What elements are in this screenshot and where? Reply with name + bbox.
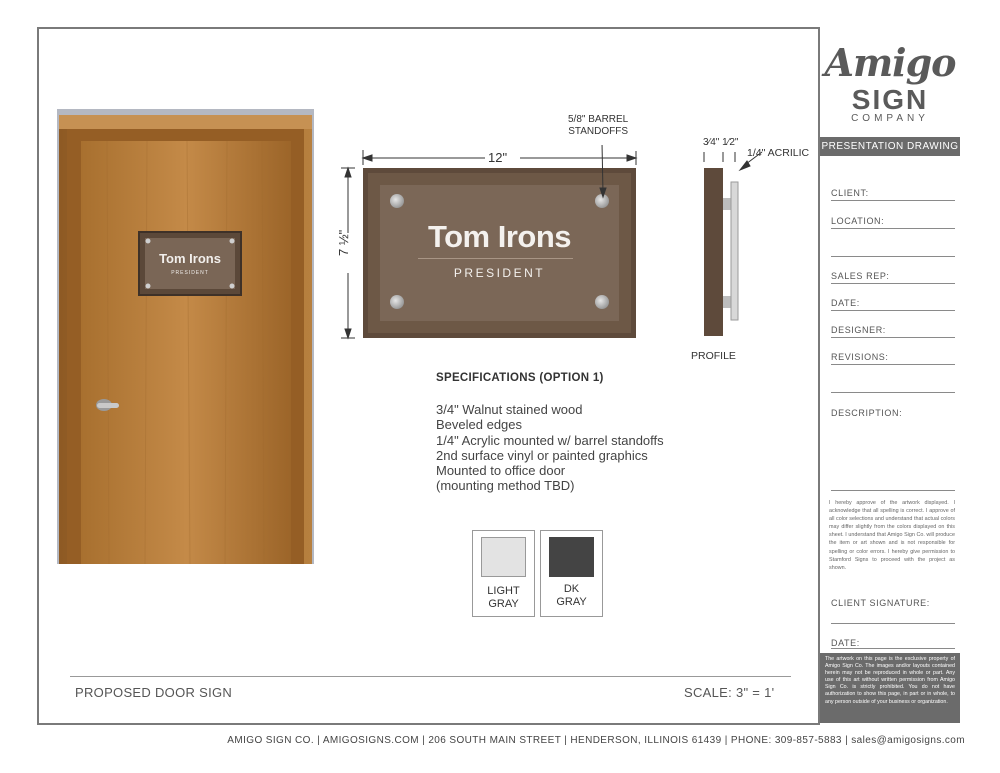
- signature-date-label: DATE:: [831, 638, 860, 648]
- spec-item: 3/4" Walnut stained wood: [436, 402, 583, 417]
- field-revisions-label: REVISIONS:: [831, 352, 889, 362]
- swatch-label: LIGHT GRAY: [487, 585, 520, 610]
- door-sign-title: PRESIDENT: [171, 270, 209, 276]
- client-signature-line[interactable]: [831, 623, 955, 624]
- swatch-light-gray[interactable]: [472, 530, 535, 617]
- profile-label: PROFILE: [691, 350, 736, 362]
- drawing-scale: SCALE: 3" = 1': [684, 685, 775, 700]
- field-revisions-line[interactable]: [831, 364, 955, 365]
- sign-name-text: Tom Irons: [427, 219, 572, 254]
- swatch-color: [481, 537, 526, 577]
- width-dimension: 12": [488, 150, 508, 165]
- spec-item: 1/4" Acrylic mounted w/ barrel standoffs: [436, 432, 664, 448]
- sign-profile: [690, 140, 810, 350]
- door-illustration: [57, 109, 314, 564]
- company-contact-line: AMIGO SIGN CO. | AMIGOSIGNS.COM | 206 SOUTH MAIN STREET | HENDERSON, ILLINOIS 61439 | PHONE: 309-857-5883 | sales@amigosigns.com: [227, 735, 965, 746]
- field-location-label: LOCATION:: [831, 216, 885, 226]
- swatch-color: [549, 537, 594, 577]
- field-sales-rep-label: SALES REP:: [831, 271, 890, 281]
- swatch-dark-gray[interactable]: [540, 530, 603, 617]
- profile-thickness-labels: 3⁄4" 1⁄2": [703, 137, 739, 148]
- title-block: [818, 27, 962, 725]
- logo-company: COMPANY: [851, 113, 929, 124]
- spec-item: Beveled edges: [436, 417, 523, 433]
- door-photo: [57, 109, 314, 564]
- presentation-drawing-bar: PRESENTATION DRAWING: [820, 137, 960, 156]
- client-signature-label: CLIENT SIGNATURE:: [831, 598, 930, 608]
- sign-title-text: PRESIDENT: [453, 266, 546, 280]
- spec-item: 2nd surface vinyl or painted graphics: [436, 447, 648, 463]
- door-sign-name: Tom Irons: [159, 251, 221, 266]
- field-client-line[interactable]: [831, 200, 955, 201]
- logo-script: Amigo: [824, 40, 956, 85]
- field-location-line[interactable]: [831, 228, 955, 229]
- field-location-line-2[interactable]: [831, 256, 955, 257]
- drawing-title: PROPOSED DOOR SIGN: [75, 685, 233, 700]
- field-designer-label: DESIGNER:: [831, 325, 886, 335]
- copyright-disclaimer: The artwork on this page is the exclusive property of Amigo Sign Co. The images and/or layouts contained herein may not be reproduced in whole or part. Any use of this art without written permission from Amigo Sign Co. is strictly prohibited. You do not have authorization to show this page, in part or in whole, to any person outside of your business or organization.: [820, 653, 960, 723]
- acrylic-callout: 1/4" ACRILIC: [747, 147, 810, 159]
- field-designer-line[interactable]: [831, 337, 955, 338]
- swatch-label: DK GRAY: [556, 583, 587, 608]
- field-date-label: DATE:: [831, 298, 860, 308]
- specifications-title: SPECIFICATIONS (OPTION 1): [436, 372, 604, 384]
- field-sales-rep-line[interactable]: [831, 283, 955, 284]
- field-description-line[interactable]: [831, 490, 955, 491]
- logo-sign: SIGN: [851, 84, 929, 115]
- specifications-list: [436, 402, 664, 494]
- signature-date-line[interactable]: [831, 648, 955, 649]
- spec-item: (mounting method TBD): [436, 478, 575, 494]
- standoff-callout: 5/8" BARREL STANDOFFS: [568, 114, 629, 137]
- field-revisions-line-2[interactable]: [831, 392, 955, 393]
- field-date-line[interactable]: [831, 310, 955, 311]
- approval-text: I hereby approve of the artwork displayed. I acknowledge that all spelling is correct. I approve of all color selections and understand that actual colors may differ slightly from the colors displayed on this sheet. I understand that Amigo Sign Co. will produce the item or art shown and is not responsible for spelling or color errors. I hereby give permission to Stamford Signs to proceed with the project as shown.: [829, 500, 955, 571]
- field-client-label: CLIENT:: [831, 188, 869, 198]
- field-description-label: DESCRIPTION:: [831, 408, 903, 418]
- height-dimension: 7 ½": [336, 229, 351, 256]
- spec-item: Mounted to office door: [436, 463, 566, 479]
- dimension-arrows: [330, 145, 650, 345]
- footer-rule: [70, 676, 791, 677]
